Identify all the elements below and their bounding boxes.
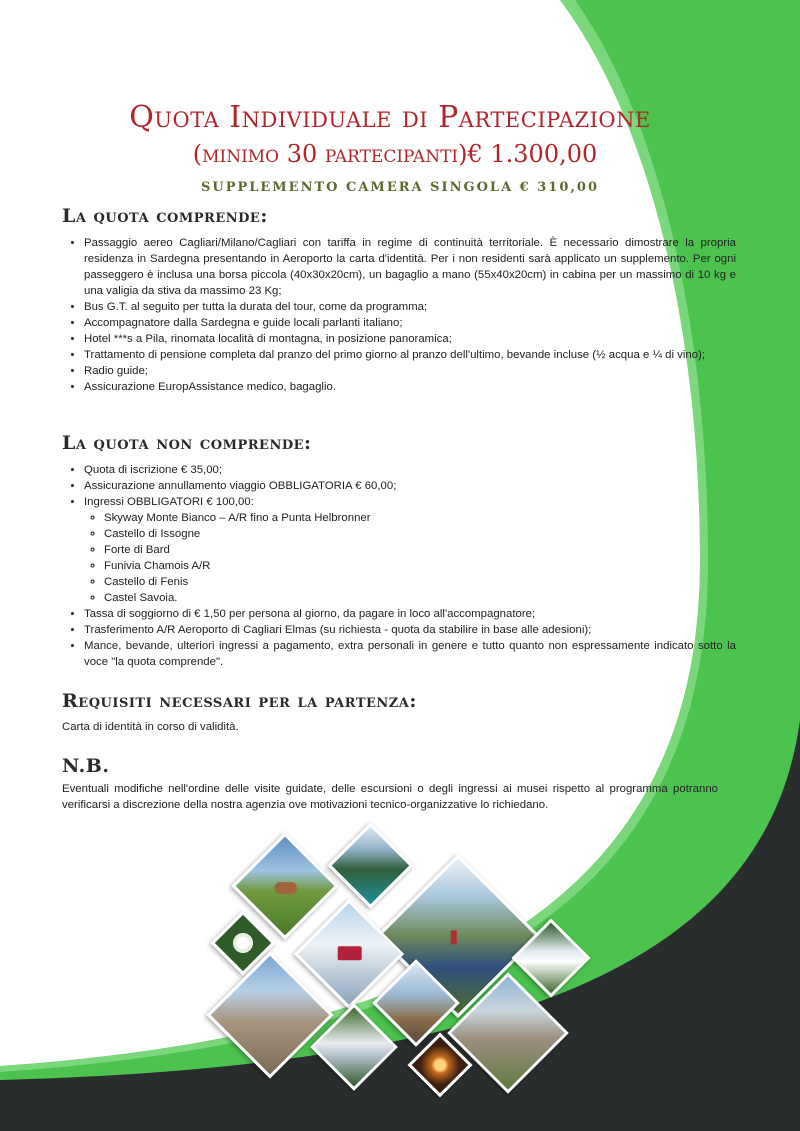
list-item-label: Ingressi OBBLIGATORI € 100,00: xyxy=(84,496,254,508)
list-item xyxy=(84,494,736,606)
single-room-supplement: SUPPLEMENTO CAMERA SINGOLA € 310,00 xyxy=(200,180,600,195)
sublist-item: ◦ Skyway Monte Bianco – A/R fino a Punta Helbronner xyxy=(104,510,736,526)
list-item: • Hotel ***s a Pila, rinomata località di montagna, in posizione panoramica; xyxy=(84,331,736,347)
excludes-heading: La quota non comprende: xyxy=(62,432,312,454)
nb-text: Eventuali modifiche nell'ordine delle visite guidate, delle escursioni o degli ingressi ai musei rispetto al programma potranno verificarsi a discrezione della nostra agenzia ove motivazioni tecnico-organizzative lo richiedano. xyxy=(62,783,718,811)
list-item: • Trattamento di pensione completa dal pranzo del primo giorno al pranzo dell'ultimo, bevande incluse (½ acqua e ¼ di vino); xyxy=(84,347,736,363)
sublist-item: ◦ Forte di Bard xyxy=(104,542,736,558)
alpine-lake-photo xyxy=(327,822,413,908)
list-item: • Assicurazione annullamento viaggio OBBLIGATORIA € 60,00; xyxy=(84,478,736,494)
sublist-item: ◦ Castello di Fenis xyxy=(104,574,736,590)
list-item: • Bus G.T. al seguito per tutta la durata del tour, come da programma; xyxy=(84,299,736,315)
includes-heading: La quota comprende: xyxy=(62,205,268,227)
requirements-text: Carta di identità in corso di validità. xyxy=(62,721,239,733)
list-item: • Trasferimento A/R Aeroporto di Cagliari Elmas (su richiesta - quota da stabilire in base alle adesioni); xyxy=(84,622,736,638)
entrances-sublist xyxy=(84,510,736,606)
list-item: • Mance, bevande, ulteriori ingressi a pagamento, extra personali in genere e tutto quanto non espressamente indicato sotto la voce "la quota comprende". xyxy=(84,638,736,670)
sublist-item: ◦ Funivia Chamois A/R xyxy=(104,558,736,574)
nb-heading: N.B. xyxy=(62,755,110,777)
list-item: • Tassa di soggiorno di € 1,50 per persona al giorno, da pagare in loco all'accompagnatore; xyxy=(84,606,736,622)
excludes-list xyxy=(66,462,736,670)
list-item: • Radio guide; xyxy=(84,363,736,379)
list-item: • Quota di iscrizione € 35,00; xyxy=(84,462,736,478)
list-item: • Accompagnatore dalla Sardegna e guide locali parlanti italiano; xyxy=(84,315,736,331)
includes-list xyxy=(66,235,736,395)
photo-collage xyxy=(205,820,605,1100)
minimum-participants-price: (minimo 30 partecipanti)€ 1.300,00 xyxy=(192,140,598,168)
sublist-item: ◦ Castello di Issogne xyxy=(104,526,736,542)
sublist-item: ◦ Castel Savoia. xyxy=(104,590,736,606)
list-item: • Passaggio aereo Cagliari/Milano/Cagliari con tariffa in regime di continuità territoriale. È necessario dimostrare la propria residenza in Sardegna presentando in Aeroporto la carta d'identità. Per i non residenti sarà applicato un supplemento. Per ogni passeggero è inclusa una borsa piccola (40x30x20cm), un bagaglio a mano (55x40x20cm) in cabina per un massimo di 10 kg e una valigia da stiva da massimo 23 Kg; xyxy=(84,235,736,299)
requirements-heading: Requisiti necessari per la partenza: xyxy=(62,690,417,712)
list-item: • Assicurazione EuropAssistance medico, bagaglio. xyxy=(84,379,736,395)
page-title: Quota Individuale di Partecipazione xyxy=(129,100,651,135)
